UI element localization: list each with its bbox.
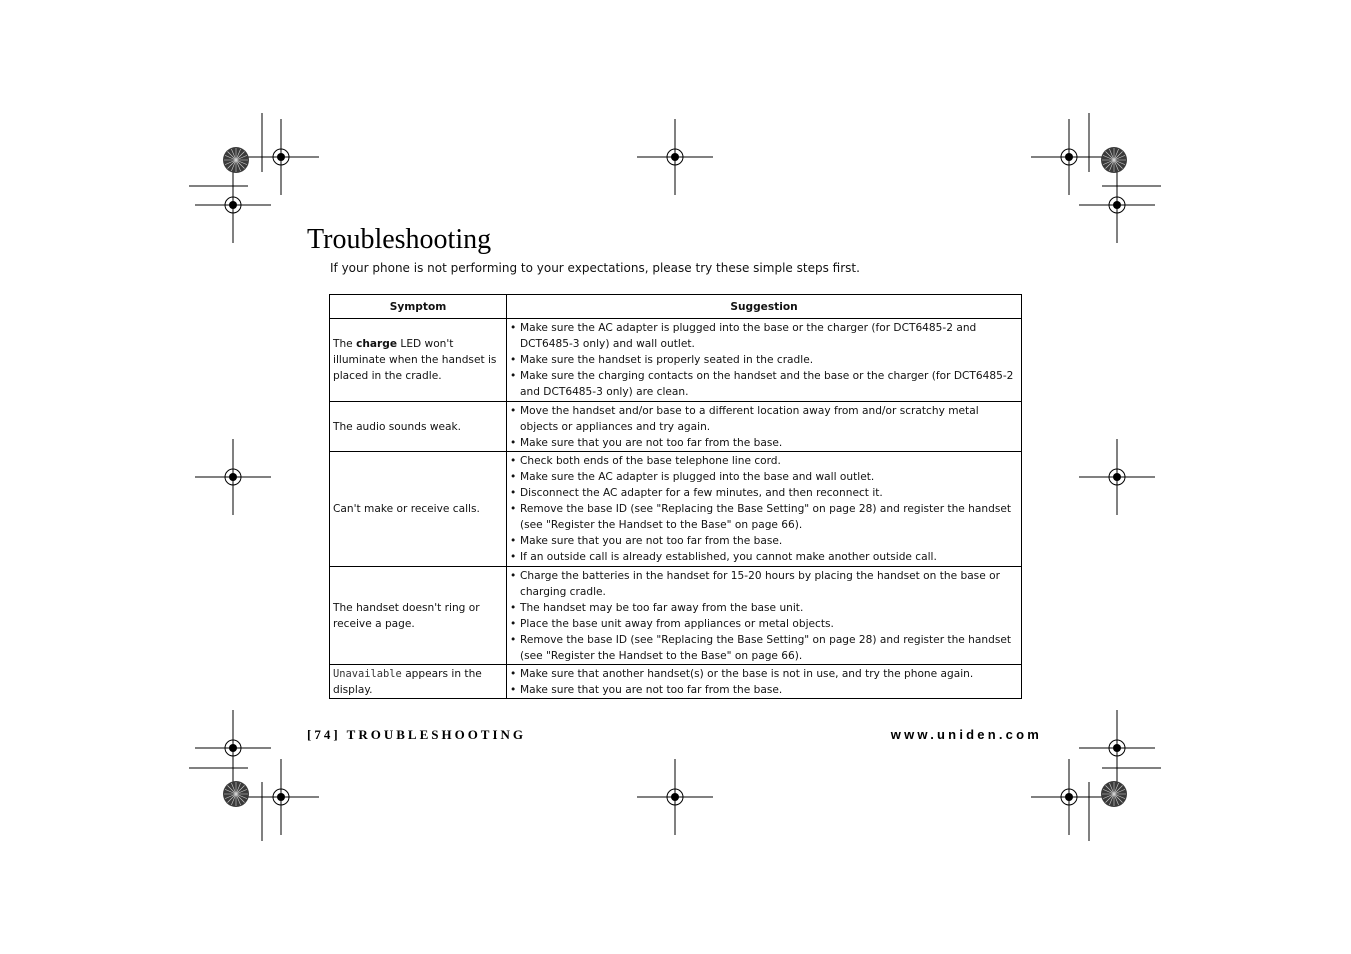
registration-target [637,119,713,195]
suggestion-item: • Check both ends of the base telephone line cord. [510,455,781,467]
suggestion-list [510,403,1019,451]
suggestion-item: • Make sure that you are not too far from the base. [510,436,783,449]
suggestion-cell [507,665,1022,699]
suggestion-list [510,568,1019,664]
symptom-cell: The charge LED won't illuminate when the handset is placed in the cradle. [330,319,507,402]
registration-target [243,119,319,195]
registration-target [1031,119,1107,195]
suggestion-item: • Move the handset and/or base to a different location away from and/or scratchy metal objects or appliances and try again. [510,404,979,433]
suggestion-item: • The handset may be too far away from the base unit. [510,601,804,614]
suggestion-item: • Remove the base ID (see "Replacing the Base Setting" on page 28) and register the handset (see "Register the Handset to the Base" on page 66). [510,503,1012,531]
registration-target [1079,439,1155,515]
color-bar-sunburst [223,781,249,807]
symptom-column-header: Symptom [330,295,507,319]
suggestion-cell [507,319,1022,402]
suggestion-item: • Disconnect the AC adapter for a few minutes, and then reconnect it. [510,487,883,499]
symptom-cell: The audio sounds weak. [330,402,507,452]
table-row [330,665,1022,699]
registration-target [195,710,271,786]
suggestion-item: • If an outside call is already established, you cannot make another outside call. [510,551,937,563]
table-row [330,567,1022,665]
suggestion-item: • Remove the base ID (see "Replacing the Base Setting" on page 28) and register the handset (see "Register the Handset to the Base" on page 66). [510,633,1012,662]
suggestion-item: • Make sure that you are not too far from the base. [510,683,783,696]
registration-target [243,759,319,835]
registration-target [195,167,271,243]
charge-led-label: charge [356,338,398,350]
suggestion-list [510,453,1019,565]
bullet-icon: • [510,455,517,467]
table-row [330,402,1022,452]
suggestion-cell [507,402,1022,452]
suggestion-item: • Make sure the AC adapter is plugged into the base or the charger (for DCT6485-2 and DCT6485-3 only) and wall outlet. [510,322,977,350]
bullet-icon: • [510,633,517,646]
registration-target [637,759,713,835]
suggestion-cell [507,567,1022,665]
suggestion-item: • Make sure the charging contacts on the handset and the base or the charger (for DCT6485-2 and DCT6485-3 only) are clean. [510,370,1014,398]
lcd-display-text: Unavailable [333,667,402,680]
suggestion-list [510,666,1019,698]
suggestion-cell [507,452,1022,567]
bullet-icon: • [510,322,517,334]
footer-website: www.uniden.com [890,727,1042,742]
suggestion-item: • Place the base unit away from appliances or metal objects. [510,617,834,630]
table-header-row [330,295,1022,319]
intro-text: If your phone is not performing to your expectations, please try these simple steps first. [330,261,860,275]
table-row [330,319,1022,402]
page-footer-section: [74] TROUBLESHOOTING [307,727,527,742]
bullet-icon: • [510,617,517,630]
suggestion-item: • Make sure the AC adapter is plugged into the base and wall outlet. [510,471,875,483]
table-row [330,452,1022,567]
symptom-cell: The handset doesn't ring or receive a page. [330,567,507,665]
bullet-icon: • [510,471,517,483]
suggestion-item: • Make sure the handset is properly seated in the cradle. [510,354,814,366]
bullet-icon: • [510,667,517,680]
bullet-icon: • [510,601,517,614]
bullet-icon: • [510,535,517,547]
symptom-cell: Unavailable appears in the display. [330,665,507,699]
color-bar-sunburst [1101,781,1127,807]
suggestion-list [510,320,1019,400]
suggestion-item: • Make sure that you are not too far from the base. [510,535,783,547]
suggestion-column-header: Suggestion [507,295,1022,319]
bullet-icon: • [510,503,517,515]
suggestion-item: • Charge the batteries in the handset for 15-20 hours by placing the handset on the base or charging cradle. [510,569,1000,598]
color-bar-sunburst [223,147,249,173]
bullet-icon: • [510,487,517,499]
registration-target [195,439,271,515]
suggestion-item: • Make sure that another handset(s) or the base is not in use, and try the phone again. [510,667,974,680]
bullet-icon: • [510,370,517,382]
registration-target [1079,710,1155,786]
registration-target [1031,759,1107,835]
bullet-icon: • [510,551,517,563]
page-title: Troubleshooting [307,224,492,255]
bullet-icon: • [510,683,517,696]
bullet-icon: • [510,354,517,366]
color-bar-sunburst [1101,147,1127,173]
bullet-icon: • [510,569,517,582]
bullet-icon: • [510,404,517,417]
troubleshooting-table [329,294,1022,699]
symptom-cell: Can't make or receive calls. [330,452,507,567]
registration-target [1079,167,1155,243]
bullet-icon: • [510,436,517,449]
